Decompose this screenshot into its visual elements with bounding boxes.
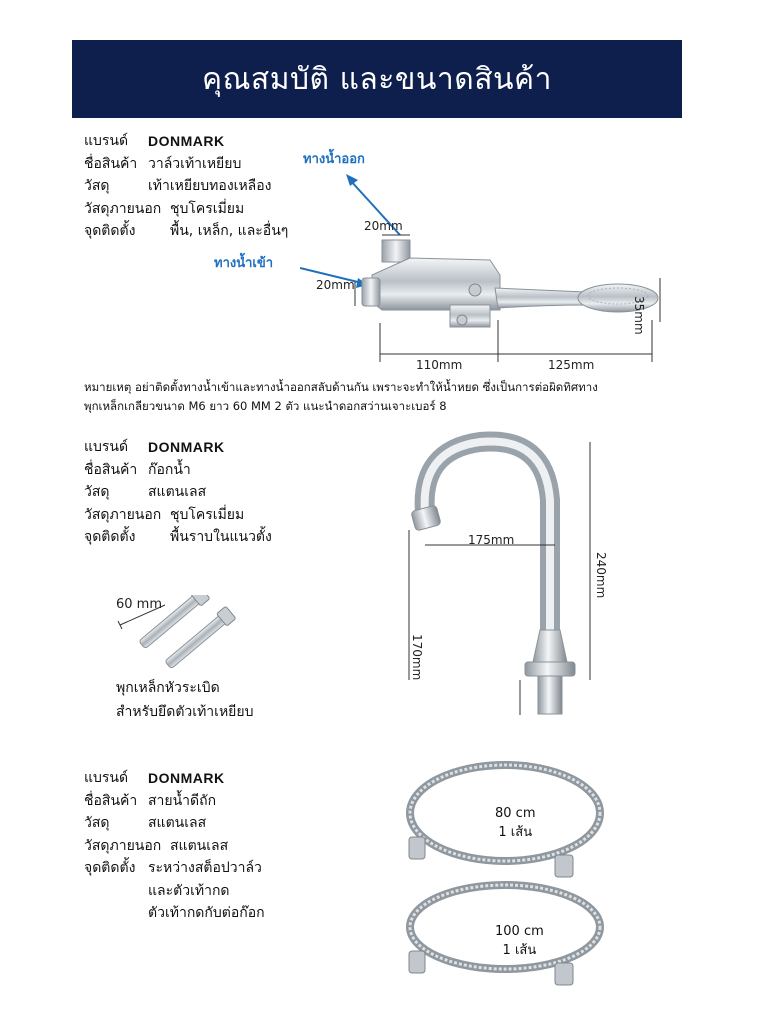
spec-label: วัสดุ xyxy=(84,178,110,194)
spec-value-continued: ตัวเท้ากดกับต่อก๊อก xyxy=(148,905,265,921)
note-line: พุกเหล็กเกลียวขนาด M6 ยาว 60 MM 2 ตัว แนะนำดอกสว่านเจาะเบอร์ 8 xyxy=(84,399,447,413)
brand-value: DONMARK xyxy=(148,439,225,455)
spec-row xyxy=(84,130,288,153)
spec-row xyxy=(84,526,272,549)
spec-value: เท้าเหยียบทองเหลือง xyxy=(148,178,272,194)
dim-faucet-total-height: 240mm xyxy=(594,552,608,599)
dim-faucet-reach: 175mm xyxy=(468,533,515,547)
spec-label: วัสดุ xyxy=(84,815,110,831)
spec-value: สายน้ำดีถัก xyxy=(148,792,217,809)
spec-value: สแตนเลส xyxy=(148,815,207,831)
spec-label: วัสดุภายนอก xyxy=(84,506,162,523)
dim-faucet-spout-height: 170mm xyxy=(410,634,424,681)
spec-label: จุดติดตั้ง xyxy=(84,223,136,239)
spec-row xyxy=(84,436,272,459)
spec-value: สแตนเลส xyxy=(170,837,229,854)
dim-top-width: 20mm xyxy=(364,219,403,233)
spec-row xyxy=(84,481,272,504)
spec-label: จุดติดตั้ง xyxy=(84,529,136,545)
spec-row xyxy=(84,790,265,813)
bolt-length-label: 60 mm xyxy=(116,597,163,612)
spec-list-foot-valve xyxy=(84,130,288,243)
spec-value: วาล์วเท้าเหยียบ xyxy=(148,155,242,172)
page-title: คุณสมบัติ และขนาดสินค้า xyxy=(202,61,552,97)
spec-value: ชุบโครเมี่ยม xyxy=(170,200,245,217)
outlet-label: ทางน้ำออก xyxy=(303,152,365,167)
foot-valve-illustration xyxy=(300,140,700,375)
spec-label: ชื่อสินค้า xyxy=(84,461,138,478)
spec-row xyxy=(84,902,265,925)
spec-row xyxy=(84,835,265,858)
spec-row xyxy=(84,504,272,527)
spec-value: พื้นราบในแนวตั้ง xyxy=(170,529,272,545)
spec-list-hose xyxy=(84,767,265,925)
spec-row xyxy=(84,198,288,221)
spec-value: สแตนเลส xyxy=(148,484,207,500)
dim-side-width: 20mm xyxy=(316,278,355,292)
installation-note xyxy=(84,378,684,416)
spec-label: วัสดุภายนอก xyxy=(84,837,162,854)
spec-value: ก๊อกน้ำ xyxy=(148,461,191,478)
spec-row xyxy=(84,153,288,176)
hose-qty: 1 เส้น xyxy=(498,825,533,840)
hose-80-label xyxy=(495,804,536,842)
spec-value: ชุบโครเมี่ยม xyxy=(170,506,245,523)
hose-qty: 1 เส้น xyxy=(502,943,537,958)
dim-height: 35mm xyxy=(632,296,646,335)
spec-label: ชื่อสินค้า xyxy=(84,792,138,809)
brand-value: DONMARK xyxy=(148,133,225,149)
hose-100-label xyxy=(495,922,544,960)
spec-list-faucet xyxy=(84,436,272,549)
spec-row xyxy=(84,857,265,880)
bolt-caption-line: สำหรับยึดตัวเท้าเหยียบ xyxy=(116,704,254,720)
inlet-label: ทางน้ำเข้า xyxy=(214,256,274,271)
spec-label: ชื่อสินค้า xyxy=(84,155,138,172)
spec-row xyxy=(84,767,265,790)
spec-row xyxy=(84,459,272,482)
spec-row xyxy=(84,175,288,198)
spec-value: พื้น, เหล็ก, และอื่นๆ xyxy=(170,223,289,239)
spec-label: แบรนด์ xyxy=(84,770,129,786)
spec-row xyxy=(84,220,288,243)
note-line: หมายเหตุ อย่าติดตั้งทางน้ำเข้าและทางน้ำออกสลับด้านกัน เพราะจะทำให้น้ำหยด ซึ่งเป็นการต่อผิดทิศทาง xyxy=(84,380,598,394)
brand-value: DONMARK xyxy=(148,770,225,786)
dim-body-length: 110mm xyxy=(416,358,463,372)
dim-pedal-length: 125mm xyxy=(548,358,595,372)
spec-row xyxy=(84,880,265,903)
spec-label: วัสดุ xyxy=(84,484,110,500)
spec-row xyxy=(84,812,265,835)
bolt-caption-line: พุกเหล็กหัวระเบิด xyxy=(116,680,220,696)
bolt-caption xyxy=(116,676,253,724)
spec-value: ระหว่างสต็อปวาล์ว xyxy=(148,860,262,876)
page-title-banner xyxy=(72,40,682,118)
hose-length: 80 cm xyxy=(495,806,536,821)
spec-label: วัสดุภายนอก xyxy=(84,200,162,217)
spec-label: แบรนด์ xyxy=(84,133,129,149)
hose-length: 100 cm xyxy=(495,924,544,939)
spec-value-continued: และตัวเท้ากด xyxy=(148,882,230,899)
spec-label: แบรนด์ xyxy=(84,439,129,455)
spec-label: จุดติดตั้ง xyxy=(84,860,136,876)
